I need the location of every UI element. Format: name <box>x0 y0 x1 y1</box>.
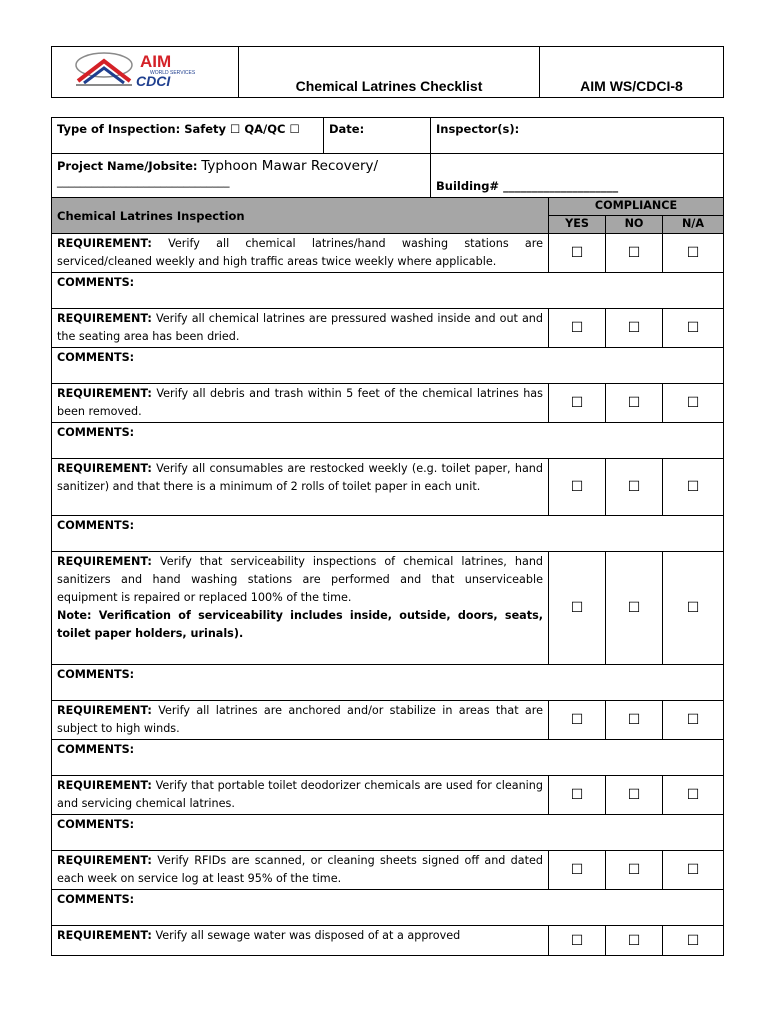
comments-field[interactable]: COMMENTS: <box>52 665 724 701</box>
comments-row <box>52 516 724 552</box>
na-checkbox[interactable]: ☐ <box>663 926 724 956</box>
document-title: Chemical Latrines Checklist <box>239 47 540 98</box>
document-header <box>51 46 724 98</box>
requirement-body: Verify all latrines are anchored and/or stabilize in areas that are subject to high winds. <box>57 704 543 735</box>
requirement-label: REQUIREMENT: <box>57 462 152 475</box>
na-header: N/A <box>663 216 724 234</box>
requirement-body: Verify all chemical latrines/hand washing stations are serviced/cleaned weekly and high traffic areas twice weekly where applicable. <box>57 237 543 268</box>
comments-row <box>52 890 724 926</box>
comments-field[interactable]: COMMENTS: <box>52 740 724 776</box>
logo-cdci-text: CDCI <box>136 73 171 89</box>
requirement-body: Verify all chemical latrines are pressured washed inside and out and the seating area has been dried. <box>57 312 543 343</box>
yes-checkbox[interactable]: ☐ <box>549 234 606 273</box>
na-checkbox[interactable]: ☐ <box>663 234 724 273</box>
requirement-row <box>52 776 724 815</box>
requirement-label: REQUIREMENT: <box>57 929 152 942</box>
project-field[interactable] <box>52 154 431 198</box>
requirement-row <box>52 234 724 273</box>
logo-aim-text: AIM <box>140 52 172 71</box>
requirement-body: Verify that serviceability inspections of chemical latrines, hand sanitizers and hand washing stations are performed and that unserviceable equipment is repaired or replaced 100% of the time. <box>57 555 544 604</box>
requirement-label: REQUIREMENT: <box>57 555 152 568</box>
comments-field[interactable]: COMMENTS: <box>52 815 724 851</box>
requirement-text <box>52 851 549 890</box>
yes-checkbox[interactable]: ☐ <box>549 459 606 516</box>
requirement-body: Verify all consumables are restocked weekly (e.g. toilet paper, hand sanitizer) and that there is a minimum of 2 rolls of toilet paper in each unit. <box>57 462 543 493</box>
requirement-text <box>52 309 549 348</box>
comments-row <box>52 348 724 384</box>
building-field[interactable]: Building# ____________________ <box>431 154 724 198</box>
type-of-inspection[interactable]: Type of Inspection: Safety ☐ QA/QC ☐ <box>52 118 324 154</box>
requirement-text <box>52 701 549 740</box>
na-checkbox[interactable]: ☐ <box>663 384 724 423</box>
requirement-label: REQUIREMENT: <box>57 854 152 867</box>
date-field[interactable]: Date: <box>324 118 431 154</box>
compliance-header: COMPLIANCE <box>549 198 724 216</box>
requirement-text <box>52 776 549 815</box>
project-value: Typhoon Mawar Recovery/ <box>201 158 379 174</box>
no-checkbox[interactable]: ☐ <box>606 776 663 815</box>
yes-checkbox[interactable]: ☐ <box>549 384 606 423</box>
requirement-body: Verify RFIDs are scanned, or cleaning sheets signed off and dated each week on service log at least 95% of the time. <box>57 854 543 885</box>
requirement-note: Note: Verification of serviceability includes inside, outside, doors, seats, toilet paper holders, urinals). <box>57 609 543 640</box>
comments-field[interactable]: COMMENTS: <box>52 348 724 384</box>
requirement-label: REQUIREMENT: <box>57 237 152 250</box>
requirement-row <box>52 701 724 740</box>
project-blank: ______________________________ <box>57 174 230 188</box>
inspection-info <box>51 117 724 198</box>
requirement-text <box>52 384 549 423</box>
requirement-row <box>52 552 724 665</box>
no-checkbox[interactable]: ☐ <box>606 309 663 348</box>
no-checkbox[interactable]: ☐ <box>606 384 663 423</box>
checklist-table <box>51 197 724 956</box>
requirement-row <box>52 384 724 423</box>
comments-row <box>52 740 724 776</box>
no-checkbox[interactable]: ☐ <box>606 552 663 665</box>
inspector-field[interactable]: Inspector(s): <box>431 118 724 154</box>
comments-field[interactable]: COMMENTS: <box>52 273 724 309</box>
comments-row <box>52 273 724 309</box>
requirement-label: REQUIREMENT: <box>57 312 152 325</box>
yes-checkbox[interactable]: ☐ <box>549 552 606 665</box>
no-checkbox[interactable]: ☐ <box>606 701 663 740</box>
requirement-body: Verify that portable toilet deodorizer chemicals are used for cleaning and servicing chemical latrines. <box>57 779 543 810</box>
requirement-text <box>52 552 549 665</box>
na-checkbox[interactable]: ☐ <box>663 309 724 348</box>
comments-row <box>52 423 724 459</box>
comments-field[interactable]: COMMENTS: <box>52 890 724 926</box>
no-checkbox[interactable]: ☐ <box>606 459 663 516</box>
section-title: Chemical Latrines Inspection <box>52 198 549 234</box>
no-checkbox[interactable]: ☐ <box>606 234 663 273</box>
logo-cell <box>52 47 239 98</box>
yes-checkbox[interactable]: ☐ <box>549 926 606 956</box>
comments-field[interactable]: COMMENTS: <box>52 423 724 459</box>
requirement-label: REQUIREMENT: <box>57 779 152 792</box>
na-checkbox[interactable]: ☐ <box>663 851 724 890</box>
comments-row <box>52 665 724 701</box>
logo-sub-text: WORLD SERVICES <box>150 70 196 76</box>
na-checkbox[interactable]: ☐ <box>663 552 724 665</box>
requirement-text <box>52 926 549 956</box>
yes-checkbox[interactable]: ☐ <box>549 776 606 815</box>
requirement-label: REQUIREMENT: <box>57 387 152 400</box>
requirement-body: Verify all debris and trash within 5 feet of the chemical latrines has been removed. <box>57 387 543 418</box>
requirement-text <box>52 234 549 273</box>
no-checkbox[interactable]: ☐ <box>606 851 663 890</box>
company-logo <box>52 47 238 92</box>
requirement-body: Verify all sewage water was disposed of at a approved <box>155 929 461 942</box>
requirement-label: REQUIREMENT: <box>57 704 152 717</box>
requirement-row <box>52 309 724 348</box>
yes-checkbox[interactable]: ☐ <box>549 309 606 348</box>
comments-field[interactable]: COMMENTS: <box>52 516 724 552</box>
no-checkbox[interactable]: ☐ <box>606 926 663 956</box>
requirement-row <box>52 926 724 956</box>
na-checkbox[interactable]: ☐ <box>663 701 724 740</box>
project-label: Project Name/Jobsite: <box>57 159 198 173</box>
comments-row <box>52 815 724 851</box>
yes-checkbox[interactable]: ☐ <box>549 851 606 890</box>
requirement-text <box>52 459 549 516</box>
yes-header: YES <box>549 216 606 234</box>
requirement-row <box>52 459 724 516</box>
yes-checkbox[interactable]: ☐ <box>549 701 606 740</box>
document-code: AIM WS/CDCI-8 <box>540 47 724 98</box>
requirement-row <box>52 851 724 890</box>
na-checkbox[interactable]: ☐ <box>663 459 724 516</box>
no-header: NO <box>606 216 663 234</box>
na-checkbox[interactable]: ☐ <box>663 776 724 815</box>
